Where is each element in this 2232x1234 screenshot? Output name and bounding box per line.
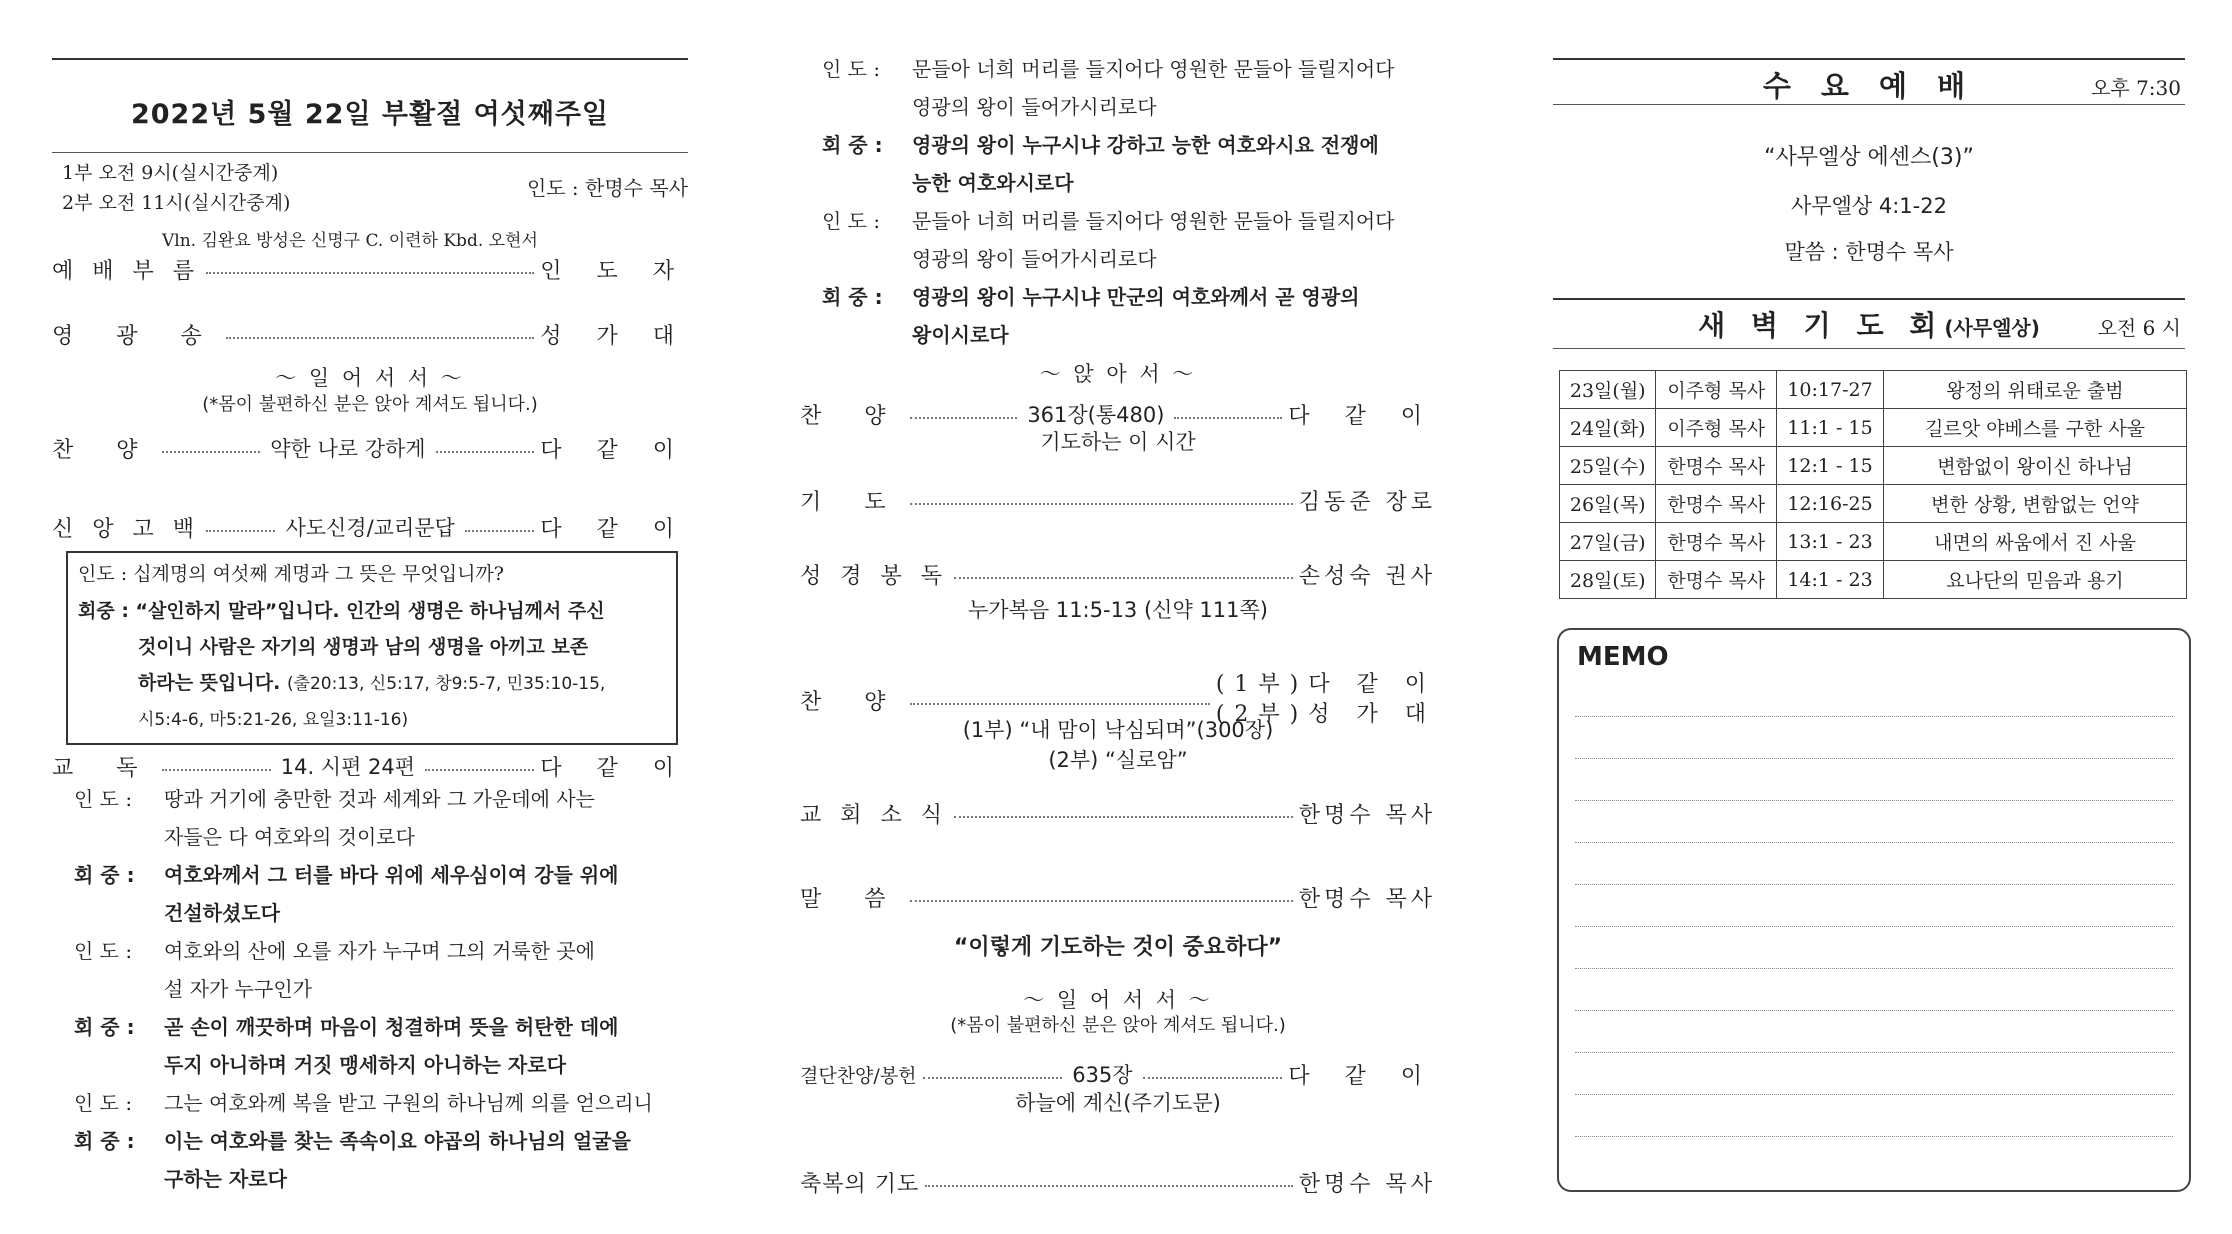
order-item: 결단찬양/봉헌 635장 다 같 이 [800, 1063, 1436, 1089]
order-item: 교 독 14. 시편 24편 다 같 이 [52, 755, 689, 781]
stand-note: (*몸이 불편하신 분은 앉아 계셔도 됩니다.) [950, 1015, 1286, 1036]
order-item: 기 도 김동준 장로 [800, 489, 1436, 515]
order-item: 영 광 송 성 가 대 [52, 323, 688, 349]
leader-dots [206, 530, 275, 532]
table-row: 28일(토) 한명수 목사 14:1 - 23 요나단의 믿음과 용기 [1560, 561, 2187, 599]
responsive-reading: 인 도 : 땅과 거기에 충만한 것과 세계와 그 가운데에 사는 자들은 다 여호와의 것이로다 회 중 : 여호와께서 그 터를 바다 위에 세우심이여 강들 위에 건설하셨도다 인 도 : 여호와의 산에 오를 자가 누구며 그의 거룩한 곳에 설 자가 누구인가 회 중 : 곧 손이 깨끗하며 마음이 청결하며 뜻을 허탄한 데에 두지 아니하며 거짓 맹세하지 아니하는 자로다 인 도 : 그는 여호와께 복을 받고 구원의 하나님께 의를 얻으리니 회 중 : 이는 여호와를 찾는 족속이요 야곱의 하나님의 얼굴을 구하는 자로다 [74, 780, 684, 1198]
table-row: 23일(월) 이주형 목사 10:17-27 왕정의 위태로운 출범 [1560, 371, 2187, 409]
leader-dots [954, 577, 1293, 579]
order-item: 찬 양 (1부)다 같 이 (2부)성 가 대 [800, 672, 1436, 727]
leader-dots [206, 272, 534, 274]
table-row: 27일(금) 한명수 목사 13:1 - 23 내면의 싸움에서 진 사울 [1560, 523, 2187, 561]
memo-line [1575, 842, 2173, 843]
memo-line [1575, 884, 2173, 885]
leader-dots [465, 530, 534, 532]
memo-box [1557, 628, 2191, 1192]
leader-dots [436, 451, 535, 453]
order-item: 신 앙 고 백 사도신경/교리문답 다 같 이 [52, 516, 688, 542]
wed-preacher: 말씀 : 한명수 목사 [1784, 240, 1954, 264]
leader-name: 인도 : 한명수 목사 [526, 176, 688, 200]
service-1-time: 1부 오전 9시(실시간중계) [62, 162, 279, 184]
top-rule [1553, 58, 2185, 60]
section-rule [1553, 298, 2185, 300]
page-title: 2022년 5월 22일 부활절 여섯째주일 [130, 99, 609, 130]
wed-passage: 사무엘상 4:1-22 [1791, 194, 1947, 218]
leader-dots [1143, 1077, 1283, 1079]
offering-sub: 하늘에 계신(주기도문) [1015, 1091, 1221, 1115]
memo-line [1575, 758, 2173, 759]
memo-title: MEMO [1577, 642, 1669, 672]
reading-congregation: 회 중 : 곧 손이 깨끗하며 마음이 청결하며 뜻을 허탄한 데에 [74, 1015, 619, 1039]
leader-dots [923, 1077, 1063, 1079]
hymn-title: 기도하는 이 시간 [1040, 430, 1196, 454]
leader-dots [425, 769, 534, 771]
leader-dots [910, 703, 1210, 705]
reading-leader: 인 도 : 그는 여호와께 복을 받고 구원의 하나님께 의를 얻으리니 [74, 1091, 653, 1115]
sermon-title: “이렇게 기도하는 것이 중요하다” [953, 935, 1283, 960]
stand-instruction: 〜 일 어 서 서 〜 [1023, 988, 1213, 1012]
service-2-time: 2부 오전 11시(실시간중계) [62, 192, 291, 214]
dawn-prayer-time: 오전 6 시 [2097, 316, 2181, 340]
memo-line [1575, 1010, 2173, 1011]
leader-dots [925, 1185, 1292, 1187]
order-item: 성 경 봉 독 손성숙 권사 [800, 563, 1436, 589]
top-rule [52, 58, 688, 60]
reading-leader: 인 도 : 문들아 너희 머리를 들지어다 영원한 문들아 들릴지어다 [822, 57, 1395, 81]
order-item: 찬 양 약한 나로 강하게 다 같 이 [52, 437, 689, 463]
leader-dots [910, 417, 1018, 419]
order-item: 찬 양 361장(통480) 다 같 이 [800, 403, 1436, 429]
sit-instruction: 〜 앉 아 서 〜 [1039, 362, 1197, 386]
section-rule [1553, 104, 2185, 105]
table-row: 25일(수) 한명수 목사 12:1 - 15 변함없이 왕이신 하나님 [1560, 447, 2187, 485]
wed-sermon-title: “사무엘상 에센스(3)” [1764, 145, 1974, 170]
column-2 [800, 0, 1436, 1234]
musicians: Vln. 김완요 방성은 신명구 C. 이련하 Kbd. 오현서 [162, 231, 538, 251]
reading-leader: 인 도 : 문들아 너희 머리를 들지어다 영원한 문들아 들릴지어다 [822, 209, 1395, 233]
memo-line [1575, 800, 2173, 801]
reading-congregation: 회 중 : 영광의 왕이 누구시냐 만군의 여호와께서 곧 영광의 [822, 285, 1360, 309]
reading-congregation: 회 중 : 여호와께서 그 터를 바다 위에 세우심이여 강들 위에 [74, 863, 619, 887]
leader-dots [226, 337, 535, 339]
reading-congregation: 회 중 : 이는 여호와를 찾는 족속이요 야곱의 하나님의 얼굴을 [74, 1129, 631, 1153]
memo-line [1575, 968, 2173, 969]
reading-leader: 인 도 : 땅과 거기에 충만한 것과 세계와 그 가운데에 사는 [74, 787, 595, 811]
order-item: 축복의 기도 한명수 목사 [800, 1171, 1436, 1197]
memo-line [1575, 716, 2173, 717]
table-row: 24일(화) 이주형 목사 11:1 - 15 길르앗 야베스를 구한 사울 [1560, 409, 2187, 447]
hymn-title-2: (2부) “실로암” [1048, 748, 1188, 772]
order-item: 예 배 부 름 인 도 자 [52, 258, 688, 284]
column-1 [52, 0, 688, 1234]
catechism-answer: 회중 : “살인하지 말라”입니다. 인간의 생명은 하나님께서 주신 것이니 사람은 자기의 생명과 남의 생명을 아끼고 보존 하라는 뜻입니다. (출20:13, 신5:17, 창9:5-7, 민35:10-15, 시5:4-6, 마5:21-26, 요일3:11-16) [78, 600, 606, 730]
leader-dots [910, 503, 1293, 505]
leader-dots [1174, 417, 1282, 419]
memo-line [1575, 1136, 2173, 1137]
leader-dots [162, 451, 261, 453]
reading-leader: 인 도 : 여호와의 산에 오를 자가 누구며 그의 거룩한 곳에 [74, 939, 595, 963]
table-row: 26일(목) 한명수 목사 12:16-25 변한 상황, 변함없는 언약 [1560, 485, 2187, 523]
hymn-title-1: (1부) “내 맘이 낙심되며”(300장) [962, 718, 1274, 742]
leader-dots [910, 900, 1293, 902]
order-item: 말 씀 한명수 목사 [800, 886, 1436, 912]
memo-line [1575, 1094, 2173, 1095]
wed-service-title: 수 요 예 배 [1762, 69, 1976, 103]
column-3 [1553, 0, 2185, 1234]
dawn-prayer-title: 새 벽 기 도 회(사무엘상) [1698, 309, 2040, 342]
catechism-box [66, 551, 678, 745]
stand-instruction: 〜 일 어 서 서 〜 [275, 366, 465, 390]
leader-dots [162, 769, 271, 771]
memo-line [1575, 1052, 2173, 1053]
title-rule [52, 152, 688, 153]
scripture-reference: 누가복음 11:5-13 (신약 111쪽) [968, 598, 1268, 622]
memo-line [1575, 926, 2173, 927]
stand-note: (*몸이 불편하신 분은 앉아 계셔도 됩니다.) [202, 394, 538, 415]
section-rule [1553, 348, 2185, 349]
leader-dots [954, 816, 1293, 818]
responsive-reading-cont: 인 도 : 문들아 너희 머리를 들지어다 영원한 문들아 들릴지어다 영광의 왕이 들어가시리로다 회 중 : 영광의 왕이 누구시냐 강하고 능한 여호와시요 전쟁에 능한 여호와시로다 인 도 : 문들아 너희 머리를 들지어다 영원한 문들아 들릴지어다 영광의 왕이 들어가시리로다 회 중 : 영광의 왕이 누구시냐 만군의 여호와께서 곧 영광의 왕이시로다 [822, 50, 1436, 354]
reading-congregation: 회 중 : 영광의 왕이 누구시냐 강하고 능한 여호와시요 전쟁에 [822, 133, 1379, 157]
dawn-schedule-table [1559, 370, 2187, 599]
wed-service-time: 오후 7:30 [2091, 76, 2181, 100]
catechism-question: 인도 : 십계명의 여섯째 계명과 그 뜻은 무엇입니까? [78, 563, 504, 585]
order-item: 교 회 소 식 한명수 목사 [800, 802, 1436, 828]
